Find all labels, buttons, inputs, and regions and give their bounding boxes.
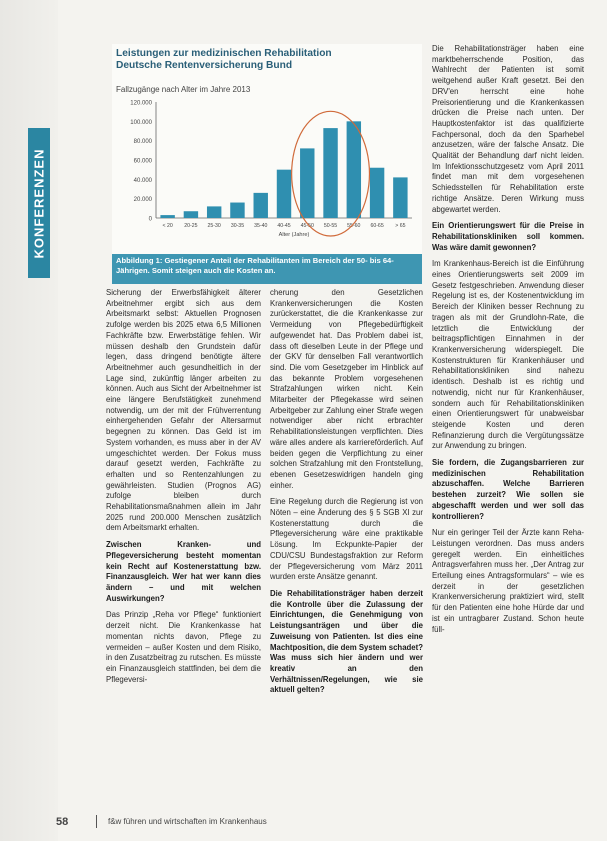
x-tick-label: 50-55 [323,223,338,229]
y-tick-label: 80.000 [133,139,152,146]
x-tick-label: 25-30 [207,223,221,229]
bar [347,121,361,218]
text-column-right [432,44,584,641]
bar [393,177,407,218]
paragraph: Sicherung der Erwerbsfähigkeit älterer Arbeitnehmer ergibt sich aus dem Arbeitsmarkt selbst: Aktuellen Prognosen zufolge werden bis 2025 etwa 6,5 Millionen Fachkräfte bzw. Erwerbstätige fehlen. Wir müssen deshalb den Grundstein dafür legen, dass dringend benötigte ältere Arbeitnehmer auch gesundheitlich in der Lage sind, zukünftig länger arbeiten zu können. Auch aus Sicht der Arbeitnehmer ist eine längere Berufstätigkeit zunehmend notwendig, um der mit der Frühverrentung einhergehenden Gefahr der Altersarmut begegnen zu können. Das Geld ist im System vorhanden, es muss aber in der AV umgeschichtet werden. Der Fokus muss darauf gesetzt werden, Fachkräfte zu erhalten und so Rentenzahlungen zu gewährleisten. Studien (Prognos AG) zufolge bleiben durch Rehabilitationsmaßnahmen allein im Jahr 2025 rund 200.000 Menschen zusätzlich dem Arbeitsmarkt erhalten. [106,288,261,533]
x-tick-label: < 20 [162,223,173,229]
figure [112,44,422,254]
bar [184,211,198,218]
x-tick-label: 35-40 [254,223,268,229]
page-footer [56,816,576,830]
y-tick-label: 100.000 [130,119,152,126]
interview-question: Sie fordern, die Zugangsbarrieren zur medizinischen Rehabilitation abzuschaffen. Welche Barrieren bestehen zurzeit? Wie sollen sie abgeschafft werden und wer soll das kontrollieren? [432,458,584,521]
journal-name: f&w führen und wirtschaften im Krankenhaus [108,817,267,826]
bar [207,206,221,218]
x-tick-label: 20-25 [184,223,198,229]
y-tick-label: 120.000 [130,100,152,107]
text-column-left [106,288,261,691]
paragraph: Eine Regelung durch die Regierung ist von Nöten – eine Änderung des § 5 SGB XI zur Kostenerstattung durch die Pflegeversicherung wäre eine praktikable Lösung. Im Eckpunkte-Papier der CDU/CSU Bundestagsfraktion zur Reform der Pflegeversicherung vom März 2011 wurden erste Ansätze genannt. [270,497,423,582]
page-margin [0,0,58,841]
interview-question: Die Rehabilitationsträger haben derzeit die Kontrolle über die Zulassung der Einrichtungen, die Genehmigung von Leistungsanträgen und über die Zuweisung von Patienten. Ist dies eine Machtposition, die dem System schadet? Was muss sich hier ändern und wer kreativ an den Verhältnissen/Regelungen, wie sie aktuell gelten? [270,588,423,695]
figure-title [116,48,332,72]
bar [277,170,291,218]
paragraph: cherung den Gesetzlichen Krankenversicherungen die Kosten zurückerstattet, die die Krankenkasse zur Vermeidung von Pflegebedürftigkeit aufgewendet hat. Das Problem dabei ist, dass oft dieselben Leute in der Pflege und der GKV für denselben Fall verantwortlich sind. Die vom Gesetzgeber im Hinblick auf das bekannte Problem vorgesehenen Strafzahlungen wirken nicht. Kein Mitarbeiter der Pflegekasse wird seinen Arbeitgeber zur Zahlung einer Strafe wegen notwendiger aber nicht erbrachter Rehabilitationsleistungen verpflichten. Dies wäre alles andere als karriereförderlich. Auf beiden gegen die Verpflichtung zu einer solchen Strafzahlung mit den Frontstellung, ebenen Gesetzeswidrigen handeln ging einher. [270,288,423,490]
x-tick-label: 60-65 [370,223,384,229]
paragraph: Das Prinzip „Reha vor Pflege“ funktioniert derzeit nicht. Die Krankenkasse hat momentan nichts davon, Pflege zu vermeiden – außer Kosten und dem Risiko, in den Zusatzbeitrag zu rutschen. Es müsste ein Finanzausgleich stattfinden, bei dem die Pflegeversi- [106,610,261,684]
bar [323,128,337,218]
figure-subtitle: Fallzugänge nach Alter im Jahre 2013 [116,85,251,94]
y-tick-label: 40.000 [133,177,152,184]
section-tab [28,128,50,278]
x-tick-label: 45-50 [300,223,314,229]
x-axis-label: Alter (Jahre) [278,232,310,238]
page-number: 58 [56,816,69,828]
footer-divider [96,815,97,828]
bar [254,193,268,218]
bar [230,203,244,218]
y-tick-label: 20.000 [133,197,152,204]
figure-caption: Abbildung 1: Gestiegener Anteil der Rehabilitanten im Bereich der 50- bis 64-Jährigen. Somit steigen auch die Kosten an. [112,254,422,284]
paragraph: Die Rehabilitationsträger haben eine marktbeherrschende Position, das Wahlrecht der Patienten ist somit weitgehend außer Kraft gesetzt. Bei den DRV'en herrscht eine hohe Preisorientierung und die Krankenkassen drücken die Preise nach unten. Der Hauptkostenfaktor ist das qualifizierte Fachpersonal, doch da den Sparhebel anzusetzen, wäre der falsche Ansatz. Die Qualität der Behandlung darf nicht leiden. Im Infektionsschutzgesetz vom April 2011 findet man mit dem vorgesehenen Schiedsstellen für Rehabilitation erste richtige Ansätze. Deren Wirkung muss abgewartet werden. [432,44,584,214]
x-tick-label: 30-35 [230,223,245,229]
paragraph: Nur ein geringer Teil der Ärzte kann Reha-Leistungen verordnen. Das muss anders geregelt werden. Ein einheitliches Antragsverfahren muss her. „Der Antrag zur Erteilung eines Antragsformulars“ – wie es derzeit in der gesetzlichen Krankenversicherung praktiziert wird, stellt für den Patienten eine hohe Hürde dar und ist ein untragbarer Zustand. Schon heute füll- [432,528,584,634]
bar [160,215,174,218]
bar [370,168,384,218]
interview-question: Ein Orientierungswert für die Preise in Rehabilitationskliniken soll kommen. Was wäre damit gewonnen? [432,221,584,252]
y-tick-label: 60.000 [133,158,152,165]
x-tick-label: 40-45 [277,223,291,229]
interview-question: Zwischen Kranken- und Pflegeversicherung besteht momentan kein Recht auf Kostenerstattung bzw. Finanzausgleich. Wer hat wer kann dies ändern – und mit welchen Auswirkungen? [106,540,261,603]
section-tab-label: KONFERENZEN [31,148,47,258]
figure-title-line2: Deutsche Rentenversicherung Bund [116,60,293,71]
paragraph: Im Krankenhaus-Bereich ist die Einführung eines Orientierungswerts seit 2009 im Gesetz festgeschrieben. Anwendung dieser Regelung ist es, der Kostenentwicklung im Bereich der Kliniken besser Rechnung zu tragen als mit der Grundlohn-Rate, die letztlich die Entwicklung der beitragspflichtigen Einnahmen in der Krankenversicherung widerspiegelt. Die Kostenstrukturen für Krankenhäuser und Rehabilitationskliniken sind nahezu identisch. Deshalb ist es richtig und notwendig, nicht nur für Krankenhäuser, sondern auch für Rehabilitationskliniken einen Orientierungswert für unabweisbar steigende Kosten und deren Refinanzierung durch die Vergütungssätze zur Anwendung zu bringen. [432,259,584,451]
x-tick-label: 55-60 [347,223,361,229]
bar [300,148,314,218]
figure-title-line1: Leistungen zur medizinischen Rehabilitation [116,48,332,59]
x-tick-label: > 65 [395,223,406,229]
y-tick-label: 0 [148,216,152,223]
bar-chart [112,96,422,254]
text-column-middle [270,288,423,702]
